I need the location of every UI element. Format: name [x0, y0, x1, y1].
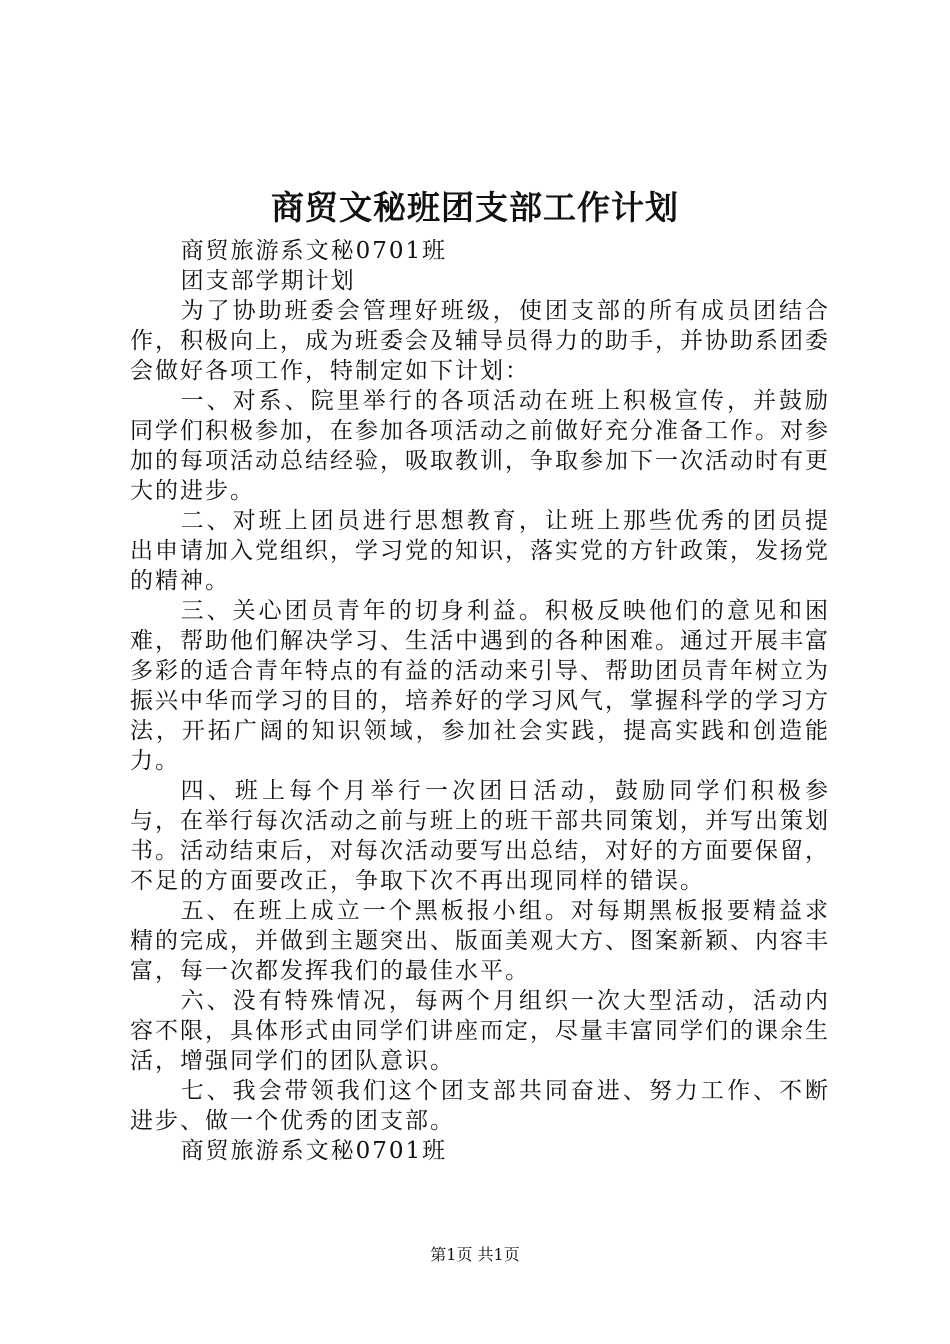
page-footer: 第1页 共1页	[430, 1245, 520, 1264]
paragraph-item-2: 二、对班上团员进行思想教育，让班上那些优秀的团员提出申请加入党组织，学习党的知识，落实党的方针政策，发扬党的精神。	[130, 508, 830, 594]
paragraph-item-6: 六、没有特殊情况，每两个月组织一次大型活动，活动内容不限，具体形式由同学们讲座而定，尽量丰富同学们的课余生活，增强同学们的团队意识。	[130, 988, 830, 1074]
paragraph-signature: 商贸旅游系文秘0701班	[180, 1138, 448, 1164]
paragraph-item-3: 三、关心团员青年的切身利益。积极反映他们的意见和困难，帮助他们解决学习、生活中遇到的各种困难。通过开展丰富多彩的适合青年特点的有益的活动来引导、帮助团员青年树立为振兴中华而学习的目的，培养好的学习风气，掌握科学的学习方法，开拓广阔的知识领域，参加社会实践，提高实践和创造能力。	[130, 598, 830, 774]
document-body	[130, 236, 830, 1166]
paragraph-item-4: 四、班上每个月举行一次团日活动，鼓励同学们积极参与，在举行每次活动之前与班上的班干部共同策划，并写出策划书。活动结束后，对每次活动要写出总结，对好的方面要保留，不足的方面要改正，争取下次不再出现同样的错误。	[130, 778, 830, 894]
paragraph-item-1: 一、对系、院里举行的各项活动在班上积极宣传，并鼓励同学们积极参加，在参加各项活动之前做好充分准备工作。对参加的每项活动总结经验，吸取教训，争取参加下一次活动时有更大的进步。	[130, 388, 830, 504]
paragraph-subtitle: 团支部学期计划	[180, 268, 356, 294]
paragraph-item-7: 七、我会带领我们这个团支部共同奋进、努力工作、不断进步、做一个优秀的团支部。	[130, 1078, 830, 1134]
paragraph-department: 商贸旅游系文秘0701班	[180, 238, 448, 264]
document-title: 商贸文秘班团支部工作计划	[271, 188, 679, 227]
paragraph-intro: 为了协助班委会管理好班级，使团支部的所有成员团结合作，积极向上，成为班委会及辅导员得力的助手，并协助系团委会做好各项工作，特制定如下计划：	[130, 298, 830, 384]
paragraph-item-5: 五、在班上成立一个黑板报小组。对每期黑板报要精益求精的完成，并做到主题突出、版面美观大方、图案新颖、内容丰富，每一次都发挥我们的最佳水平。	[130, 898, 830, 984]
